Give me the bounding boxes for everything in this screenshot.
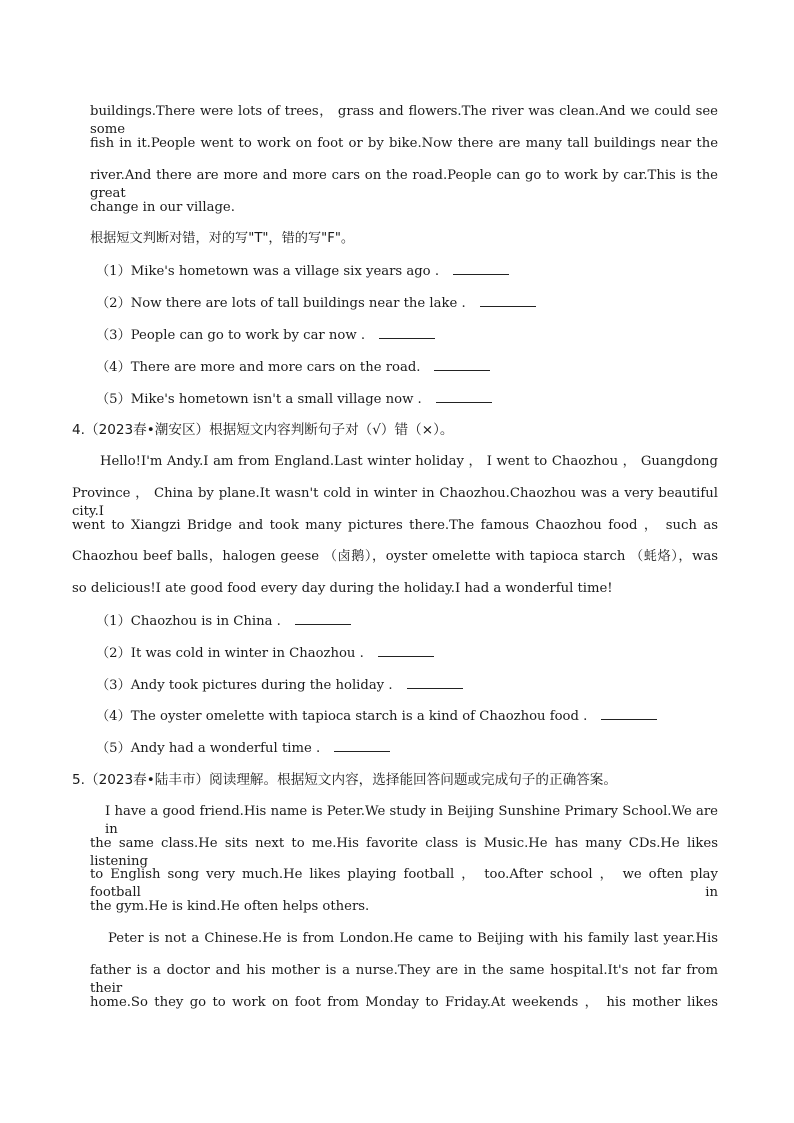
q4-item: （2）It was cold in winter in Chaozhou . <box>96 644 434 663</box>
passage-3-line: buildings.There were lots of trees， grass and flowers.The river was clean.And we could see some <box>90 104 718 137</box>
passage-4-line: Hello!I'm Andy.I am from England.Last winter holiday ， I went to Chaozhou ， Guangdong <box>100 454 718 469</box>
passage-4-line: so delicious!I ate good food every day during the holiday.I had a wonderful time! <box>72 581 613 596</box>
answer-blank[interactable] <box>434 358 490 371</box>
answer-blank[interactable] <box>407 676 463 689</box>
q4-item: （5）Andy had a wonderful time . <box>96 739 390 758</box>
answer-blank[interactable] <box>453 262 509 275</box>
passage-5-line: to English song very much.He likes playing football ， too.After school ， we often play football in <box>90 867 718 900</box>
answer-blank[interactable] <box>436 390 492 403</box>
passage-4-line: Province ， China by plane.It wasn't cold in winter in Chaozhou.Chaozhou was a very beautiful city.I <box>72 486 718 519</box>
answer-blank[interactable] <box>379 326 435 339</box>
answer-blank[interactable] <box>480 294 536 307</box>
q3-item: （5）Mike's hometown isn't a small village now . <box>96 390 492 409</box>
answer-blank[interactable] <box>334 739 390 752</box>
passage-5-line: father is a doctor and his mother is a nurse.They are in the same hospital.It's not far from their <box>90 963 718 996</box>
passage-3-line: fish in it.People went to work on foot or by bike.Now there are many tall buildings near the <box>90 136 718 151</box>
q4-item: （4）The oyster omelette with tapioca starch is a kind of Chaozhou food . <box>96 707 657 726</box>
passage-5-line: the same class.He sits next to me.His favorite class is Music.He has many CDs.He likes listening <box>90 836 718 869</box>
q3-item: （1）Mike's hometown was a village six years ago . <box>96 262 509 281</box>
answer-blank[interactable] <box>378 644 434 657</box>
q3-item: （2）Now there are lots of tall buildings near the lake . <box>96 294 536 313</box>
q3-item: （3）People can go to work by car now . <box>96 326 435 345</box>
passage-4-line: went to Xiangzi Bridge and took many pictures there.The famous Chaozhou food ， such as <box>72 518 718 533</box>
passage-5-line: home.So they go to work on foot from Monday to Friday.At weekends ， his mother likes <box>90 995 718 1010</box>
question-5-heading: 5.（2023春•陆丰市）阅读理解。根据短文内容，选择能回答问题或完成句子的正确答案。 <box>72 772 617 788</box>
passage-3-line: change in our village. <box>90 200 235 215</box>
q3-item: （4）There are more and more cars on the road. <box>96 358 490 377</box>
q4-item: （1）Chaozhou is in China . <box>96 612 351 631</box>
passage-5-line: the gym.He is kind.He often helps others. <box>90 899 370 914</box>
q4-item: （3）Andy took pictures during the holiday . <box>96 676 463 695</box>
passage-3-line: river.And there are more and more cars on the road.People can go to work by car.This is the great <box>90 168 718 201</box>
passage-5-line: I have a good friend.His name is Peter.We study in Beijing Sunshine Primary School.We are in <box>105 804 718 837</box>
answer-blank[interactable] <box>295 612 351 625</box>
answer-blank[interactable] <box>601 707 657 720</box>
passage-4-line: Chaozhou beef balls，halogen geese （卤鹅），oyster omelette with tapioca starch （蚝烙），was <box>72 549 718 564</box>
question-4-heading: 4.（2023春•潮安区）根据短文内容判断句子对（√）错（×）。 <box>72 422 454 438</box>
passage-3-instruction: 根据短文判断对错，对的写"T"，错的写"F"。 <box>90 231 355 246</box>
passage-5-line: Peter is not a Chinese.He is from London.He came to Beijing with his family last year.His <box>108 931 718 946</box>
